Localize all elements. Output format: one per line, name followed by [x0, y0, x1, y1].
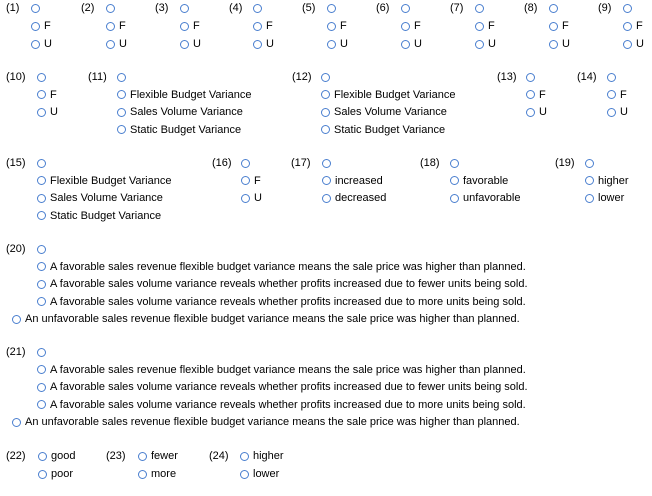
- radio-button[interactable]: [321, 90, 330, 99]
- option-6-1[interactable]: [401, 2, 410, 15]
- radio-button[interactable]: [37, 176, 46, 185]
- radio-button[interactable]: [475, 40, 484, 49]
- option-label: lower: [598, 192, 625, 204]
- option-13-2[interactable]: [526, 88, 546, 101]
- radio-button[interactable]: [401, 4, 410, 13]
- option-23-1[interactable]: [138, 450, 178, 463]
- option-label: U: [488, 38, 496, 50]
- option-label: A favorable sales volume variance reveals whether profits increased due to fewer units being sold.: [50, 381, 528, 393]
- option-20-1[interactable]: [37, 243, 46, 256]
- radio-button[interactable]: [240, 470, 249, 479]
- radio-button[interactable]: [607, 73, 616, 82]
- radio-button[interactable]: [37, 348, 46, 357]
- radio-button[interactable]: [31, 40, 40, 49]
- radio-button[interactable]: [322, 194, 331, 203]
- option-label: F: [414, 20, 421, 32]
- radio-button[interactable]: [12, 418, 21, 427]
- question-number: (16): [212, 157, 232, 169]
- option-label: U: [44, 38, 52, 50]
- radio-button[interactable]: [117, 73, 126, 82]
- radio-button[interactable]: [37, 90, 46, 99]
- radio-button[interactable]: [37, 383, 46, 392]
- question-number: (3): [155, 2, 169, 14]
- option-label: F: [44, 20, 51, 32]
- question-number: (21): [6, 346, 26, 358]
- option-9-2[interactable]: [623, 20, 643, 33]
- question-number: (9): [598, 2, 612, 14]
- option-10-1[interactable]: [37, 71, 46, 84]
- question-number: (2): [81, 2, 95, 14]
- option-16-3[interactable]: [241, 192, 262, 205]
- radio-button[interactable]: [37, 194, 46, 203]
- radio-button[interactable]: [526, 108, 535, 117]
- option-9-3[interactable]: [623, 38, 644, 51]
- option-16-2[interactable]: [241, 174, 261, 187]
- option-8-3[interactable]: [549, 38, 570, 51]
- question-number: (13): [497, 71, 517, 83]
- option-8-2[interactable]: [549, 20, 569, 33]
- option-label: F: [488, 20, 495, 32]
- question-number: (4): [229, 2, 243, 14]
- option-label: good: [51, 450, 76, 462]
- radio-button[interactable]: [12, 315, 21, 324]
- radio-button[interactable]: [585, 194, 594, 203]
- radio-button[interactable]: [526, 73, 535, 82]
- option-10-2[interactable]: [37, 88, 57, 101]
- option-8-1[interactable]: [549, 2, 558, 15]
- radio-button[interactable]: [37, 365, 46, 374]
- option-1-2[interactable]: [31, 20, 51, 33]
- option-3-3[interactable]: [180, 38, 201, 51]
- radio-button[interactable]: [623, 40, 632, 49]
- option-20-5[interactable]: [12, 313, 520, 326]
- radio-button[interactable]: [585, 159, 594, 168]
- question-number: (7): [450, 2, 464, 14]
- question-number: (19): [555, 157, 575, 169]
- radio-button[interactable]: [117, 125, 126, 134]
- radio-button[interactable]: [526, 90, 535, 99]
- option-12-4[interactable]: [321, 123, 445, 136]
- option-label: A favorable sales revenue flexible budget variance means the sale price was higher than planned.: [50, 260, 526, 273]
- option-7-1[interactable]: [475, 2, 484, 15]
- option-1-3[interactable]: [31, 38, 52, 51]
- option-11-3[interactable]: [117, 106, 243, 119]
- question-number: (14): [577, 71, 597, 83]
- option-label: U: [620, 106, 628, 118]
- option-18-2[interactable]: [450, 174, 508, 187]
- radio-button[interactable]: [241, 159, 250, 168]
- option-label: Static Budget Variance: [334, 123, 446, 136]
- option-3-2[interactable]: [180, 20, 200, 33]
- option-label: U: [50, 106, 58, 118]
- option-16-1[interactable]: [241, 157, 250, 170]
- option-label: F: [620, 88, 627, 101]
- question-number: (24): [209, 450, 229, 462]
- option-21-5[interactable]: [12, 416, 520, 429]
- option-label: Static Budget Variance: [130, 123, 242, 136]
- option-label: A favorable sales revenue flexible budget variance means the sale price was higher than planned.: [50, 363, 526, 376]
- option-14-2[interactable]: [607, 88, 627, 101]
- option-10-3[interactable]: [37, 106, 58, 119]
- radio-button[interactable]: [607, 90, 616, 99]
- radio-button[interactable]: [106, 4, 115, 13]
- option-21-1[interactable]: [37, 346, 46, 359]
- option-23-2[interactable]: [138, 468, 176, 481]
- radio-button[interactable]: [106, 22, 115, 31]
- option-11-4[interactable]: [117, 123, 241, 136]
- option-18-1[interactable]: [450, 157, 459, 170]
- option-4-3[interactable]: [253, 38, 274, 51]
- option-15-2[interactable]: [37, 174, 171, 187]
- question-number: (17): [291, 157, 311, 169]
- option-2-2[interactable]: [106, 20, 126, 33]
- option-label: more: [151, 468, 177, 480]
- radio-button[interactable]: [327, 40, 336, 49]
- option-label: U: [266, 38, 274, 50]
- option-11-2[interactable]: [117, 88, 251, 101]
- radio-button[interactable]: [450, 159, 459, 168]
- option-15-3[interactable]: [37, 192, 163, 205]
- option-20-3[interactable]: [37, 278, 528, 291]
- option-6-3[interactable]: [401, 38, 422, 51]
- option-label: F: [254, 174, 261, 187]
- option-15-4[interactable]: [37, 209, 161, 222]
- option-5-2[interactable]: [327, 20, 347, 33]
- radio-button[interactable]: [549, 40, 558, 49]
- radio-button[interactable]: [327, 4, 336, 13]
- option-label: higher: [253, 450, 284, 462]
- option-label: U: [193, 38, 201, 50]
- radio-button[interactable]: [117, 108, 126, 117]
- radio-button[interactable]: [327, 22, 336, 31]
- option-21-4[interactable]: [37, 398, 526, 411]
- question-number: (15): [6, 157, 26, 169]
- option-15-1[interactable]: [37, 157, 46, 170]
- option-label: fewer: [151, 450, 178, 462]
- option-14-1[interactable]: [607, 71, 616, 84]
- option-22-1[interactable]: [38, 450, 75, 463]
- option-4-2[interactable]: [253, 20, 273, 33]
- radio-button[interactable]: [549, 22, 558, 31]
- radio-button[interactable]: [180, 4, 189, 13]
- option-11-1[interactable]: [117, 71, 126, 84]
- radio-button[interactable]: [549, 4, 558, 13]
- option-label: unfavorable: [463, 192, 521, 204]
- radio-button[interactable]: [106, 40, 115, 49]
- radio-button[interactable]: [37, 108, 46, 117]
- radio-button[interactable]: [450, 176, 459, 185]
- question-number: (1): [6, 2, 20, 14]
- option-4-1[interactable]: [253, 2, 262, 15]
- radio-button[interactable]: [241, 176, 250, 185]
- radio-button[interactable]: [607, 108, 616, 117]
- option-label: lower: [253, 468, 280, 480]
- option-1-1[interactable]: [31, 2, 40, 15]
- radio-button[interactable]: [475, 4, 484, 13]
- radio-button[interactable]: [475, 22, 484, 31]
- question-number: (10): [6, 71, 26, 83]
- option-24-1[interactable]: [240, 450, 284, 463]
- option-label: An unfavorable sales revenue flexible budget variance means the sale price was higher than planned.: [25, 313, 520, 325]
- radio-button[interactable]: [623, 22, 632, 31]
- option-label: poor: [51, 468, 74, 480]
- radio-button[interactable]: [321, 73, 330, 82]
- radio-button[interactable]: [321, 125, 330, 134]
- radio-button[interactable]: [37, 159, 46, 168]
- radio-button[interactable]: [31, 22, 40, 31]
- radio-button[interactable]: [253, 22, 262, 31]
- option-21-2[interactable]: [37, 363, 526, 376]
- radio-button[interactable]: [180, 22, 189, 31]
- radio-button[interactable]: [450, 194, 459, 203]
- radio-button[interactable]: [240, 452, 249, 461]
- option-13-1[interactable]: [526, 71, 535, 84]
- option-12-3[interactable]: [321, 106, 447, 119]
- radio-button[interactable]: [37, 211, 46, 220]
- radio-button[interactable]: [401, 40, 410, 49]
- option-label: Sales Volume Variance: [334, 106, 447, 118]
- question-number: (11): [88, 71, 107, 83]
- option-label: U: [254, 192, 262, 204]
- option-21-3[interactable]: [37, 381, 528, 394]
- radio-button[interactable]: [241, 194, 250, 203]
- option-19-2[interactable]: [585, 174, 629, 187]
- option-13-3[interactable]: [526, 106, 547, 119]
- radio-button[interactable]: [253, 4, 262, 13]
- radio-button[interactable]: [38, 452, 47, 461]
- question-number: (23): [106, 450, 126, 462]
- option-label: favorable: [463, 174, 509, 187]
- option-label: F: [119, 20, 126, 32]
- option-7-2[interactable]: [475, 20, 495, 33]
- question-number: (12): [292, 71, 312, 83]
- option-label: Sales Volume Variance: [50, 192, 163, 204]
- radio-button[interactable]: [38, 470, 47, 479]
- option-3-1[interactable]: [180, 2, 189, 15]
- option-label: F: [266, 20, 273, 32]
- option-5-3[interactable]: [327, 38, 348, 51]
- option-label: A favorable sales volume variance reveals whether profits increased due to more units being sold.: [50, 295, 526, 308]
- option-9-1[interactable]: [623, 2, 632, 15]
- option-label: F: [539, 88, 546, 101]
- radio-button[interactable]: [623, 4, 632, 13]
- radio-button[interactable]: [37, 400, 46, 409]
- radio-button[interactable]: [138, 452, 147, 461]
- radio-button[interactable]: [37, 280, 46, 289]
- radio-button[interactable]: [138, 470, 147, 479]
- option-19-1[interactable]: [585, 157, 594, 170]
- option-label: Flexible Budget Variance: [334, 88, 456, 101]
- option-19-3[interactable]: [585, 192, 624, 205]
- radio-button[interactable]: [37, 297, 46, 306]
- option-12-2[interactable]: [321, 88, 455, 101]
- option-label: U: [414, 38, 422, 50]
- option-2-1[interactable]: [106, 2, 115, 15]
- option-label: F: [562, 20, 569, 32]
- radio-button[interactable]: [321, 108, 330, 117]
- question-number: (6): [376, 2, 390, 14]
- question-number: (8): [524, 2, 538, 14]
- radio-button[interactable]: [585, 176, 594, 185]
- radio-button[interactable]: [322, 159, 331, 168]
- option-label: A favorable sales volume variance reveals whether profits increased due to fewer units being sold.: [50, 278, 528, 290]
- radio-button[interactable]: [37, 245, 46, 254]
- option-label: Flexible Budget Variance: [130, 88, 252, 101]
- question-number: (5): [302, 2, 316, 14]
- option-6-2[interactable]: [401, 20, 421, 33]
- radio-button[interactable]: [37, 262, 46, 271]
- option-label: F: [340, 20, 347, 32]
- option-18-3[interactable]: [450, 192, 521, 205]
- option-label: F: [193, 20, 200, 32]
- option-14-3[interactable]: [607, 106, 628, 119]
- option-17-2[interactable]: [322, 174, 383, 187]
- option-5-1[interactable]: [327, 2, 336, 15]
- option-label: U: [539, 106, 547, 118]
- option-17-1[interactable]: [322, 157, 331, 170]
- option-2-3[interactable]: [106, 38, 127, 51]
- option-label: U: [119, 38, 127, 50]
- radio-button[interactable]: [180, 40, 189, 49]
- option-7-3[interactable]: [475, 38, 496, 51]
- option-label: An unfavorable sales revenue flexible budget variance means the sale price was higher than planned.: [25, 416, 520, 428]
- option-22-2[interactable]: [38, 468, 73, 481]
- question-number: (18): [420, 157, 440, 169]
- question-number: (22): [6, 450, 26, 462]
- option-20-2[interactable]: [37, 260, 526, 273]
- option-24-2[interactable]: [240, 468, 279, 481]
- option-label: Sales Volume Variance: [130, 106, 243, 118]
- option-label: A favorable sales volume variance reveals whether profits increased due to more units being sold.: [50, 398, 526, 411]
- radio-button[interactable]: [37, 73, 46, 82]
- option-12-1[interactable]: [321, 71, 330, 84]
- option-label: Static Budget Variance: [50, 209, 162, 222]
- radio-button[interactable]: [253, 40, 262, 49]
- radio-button[interactable]: [322, 176, 331, 185]
- option-20-4[interactable]: [37, 295, 526, 308]
- option-label: increased: [335, 174, 383, 187]
- option-label: F: [50, 88, 57, 101]
- radio-button[interactable]: [401, 22, 410, 31]
- option-label: higher: [598, 174, 629, 187]
- option-label: decreased: [335, 192, 387, 204]
- option-17-3[interactable]: [322, 192, 386, 205]
- option-label: U: [340, 38, 348, 50]
- option-label: U: [636, 38, 644, 50]
- option-label: Flexible Budget Variance: [50, 174, 172, 187]
- question-number: (20): [6, 243, 26, 255]
- radio-button[interactable]: [31, 4, 40, 13]
- option-label: F: [636, 20, 643, 32]
- radio-button[interactable]: [117, 90, 126, 99]
- option-label: U: [562, 38, 570, 50]
